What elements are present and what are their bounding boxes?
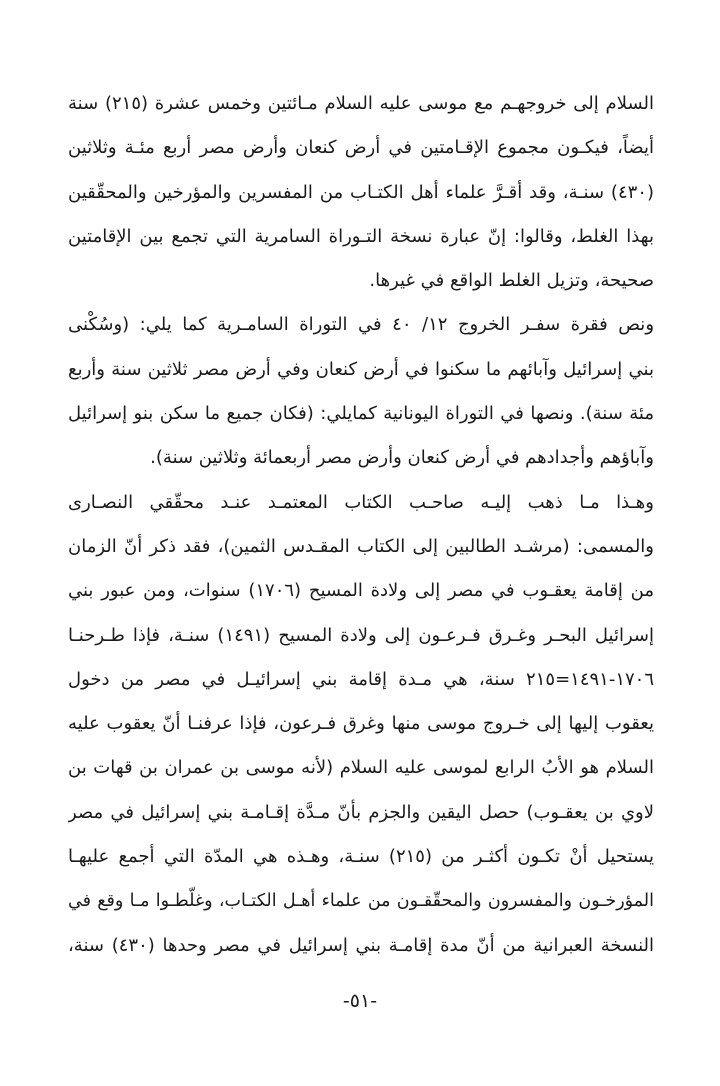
text-line: والمسمى: (مرشـد الطالبين إلى الكتاب المقـدس الثمين)، فقد ذكر أنّ الزمان [68, 535, 654, 557]
text-line: (٤٣٠) سنـة، وقد أقـرَّ علماء أهل الكتـاب من المفسرين والمؤرخين والمحقّقين [68, 181, 654, 203]
text-line: وآباؤهم وأجدادهم في أرض كنعان وأرض مصر أربعمائة وثلاثين سنة). [150, 447, 654, 469]
text-line: يعقوب إليها إلى خـروج موسى منها وغرق فـرعون، فإذا عرفنـا أنّ يعقوب عليه [68, 713, 654, 735]
text-line: ١٧٠٦-١٤٩١=٢١٥ سنة، هي مـدة إقامة بني إسرائيـل في مصر من دخول [68, 668, 654, 690]
text-line: من إقامة يعقـوب في مصر إلى ولادة المسيح (١٧٠٦) سنوات، ومن عبور بني [68, 580, 654, 602]
text-line: صحيحة، وتزيل الغلط الواقع في غيرها. [369, 270, 654, 292]
text-line: وهـذا مـا ذهب إليـه صاحـب الكتاب المعتمـد عنـد محقّقي النصـارى [68, 491, 654, 513]
text-line: السلام إلى خروجهـم مع موسى عليه السلام مـائتين وخمس عشرة (٢١٥) سنة [68, 93, 654, 114]
text-line: ونص فقرة سفـر الخروج ١٢/ ٤٠ في التوراة السامـرية كما يلي: (وسُكْنى [68, 314, 654, 336]
text-line: بني إسرائيل وآبائهم ما سكنوا في أرض كنعان وفي أرض مصر ثلاثين سنة وأربع [68, 358, 654, 380]
text-line: لاوي بن يعقـوب) حصل اليقين والجزم بأنّ مـدَّة إقـامـة بني إسرائيل في مصر [68, 801, 654, 823]
text-line: المؤرخـون والمفسرون والمحقّقـون من علماء أهـل الكتـاب، وغلّطـوا مـا وقع في [68, 891, 654, 912]
text-line: أيضاً، فيكـون مجموع الإقـامتين في أرض كنعان وأرض مصر أربع مئـة وثلاثين [68, 137, 654, 159]
page-number: -٥١- [342, 990, 378, 1012]
text-line: يستحيل أنْ تكـون أكثـر من (٢١٥) سنـة، وهـذه هي المدّة التي أجمع عليهـا [68, 846, 654, 868]
text-line: السلام هو الأبُ الرابع لموسى عليه السلام (لأنه موسى بن عمران بن قهات بن [68, 757, 654, 779]
text-line: مئة سنة). ونصها في التوراة اليونانية كمايلي: (فكان جميع ما سكن بنو إسرائيل [68, 403, 654, 425]
text-line: النسخة العبرانية من أنّ مدة إقامـة بني إسرائيل في مصر وحدها (٤٣٠) سنة، [68, 934, 654, 956]
body-text [68, 82, 654, 968]
text-line: بهذا الغلط، وقالوا: إنّ عبارة نسخة التـوراة السامرية التي تجمع بين الإقامتين [68, 225, 654, 247]
text-line: إسرائيل البحـر وغـرق فـرعـون إلى ولادة المسيح (١٤٩١) سنـة، فإذا طـرحنـا [68, 624, 654, 646]
